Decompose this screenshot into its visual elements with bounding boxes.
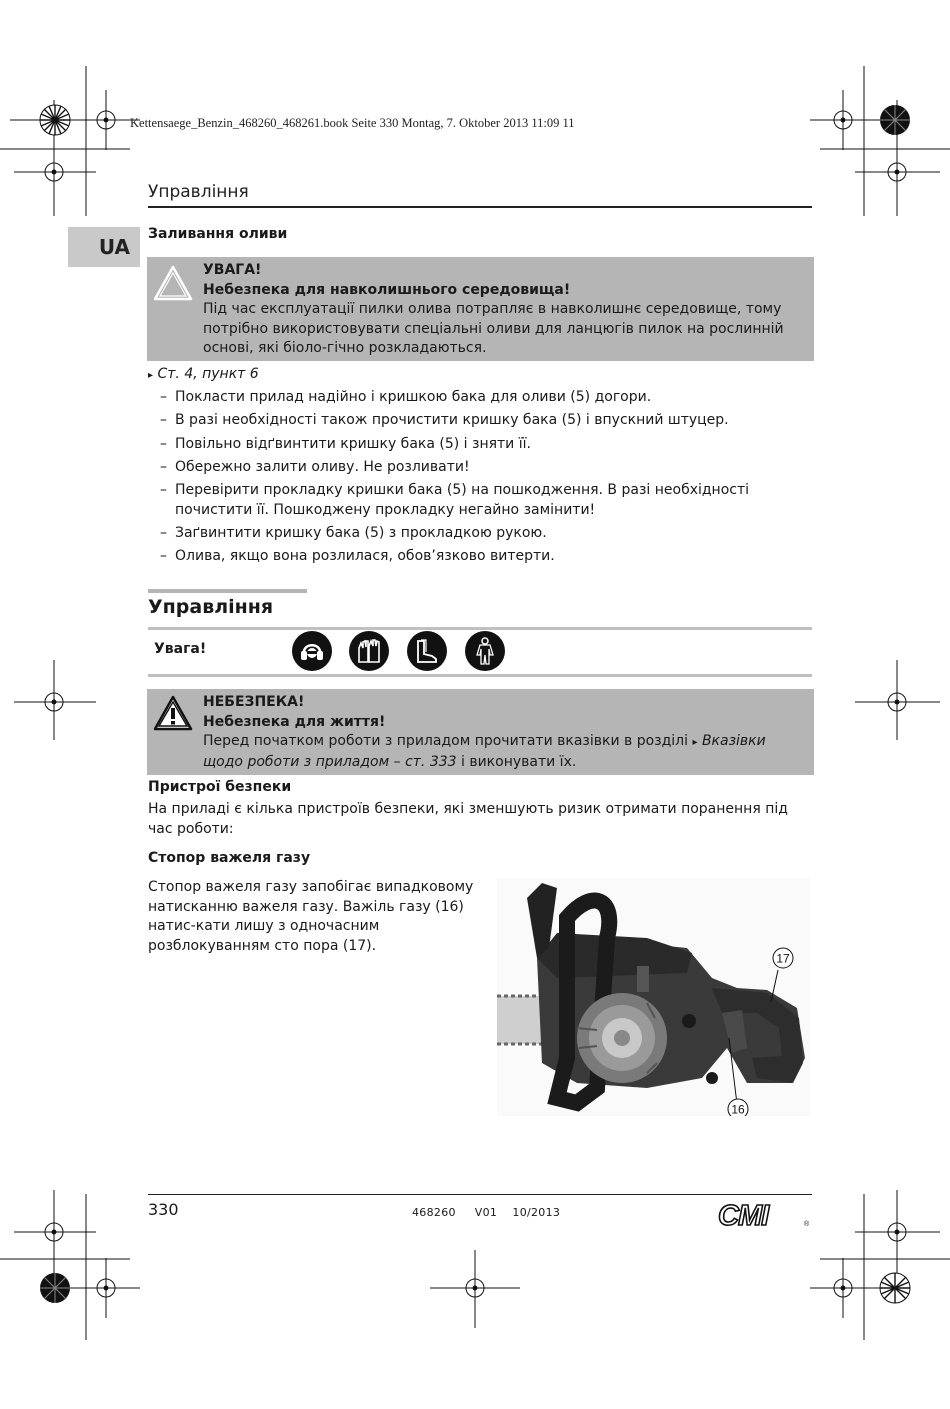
throttle-heading: Стопор важеля газу xyxy=(148,850,311,866)
ppe-label: Увага! xyxy=(154,641,207,657)
protective-suit-icon xyxy=(465,631,505,671)
chainsaw-photo xyxy=(497,878,810,1116)
section-title: Управління xyxy=(148,596,274,618)
ear-and-eye-protection-icon xyxy=(292,631,332,671)
list-item: – Перевірити прокладку кришки бака (5) на пошкодження. В разі необхідності почистити її. Пошкоджену прокладку негайно замінити! xyxy=(160,481,820,520)
list-item: – Заґвинтити кришку бака (5) з прокладкою рукою. xyxy=(160,524,820,544)
safety-text: На приладі є кілька пристроїв безпеки, які зменшують ризик отримати поранення під час роботи: xyxy=(148,801,788,837)
oil-steps xyxy=(160,388,820,571)
danger-link[interactable]: Вказівки щодо роботи з приладом – ст. 333 xyxy=(203,733,766,770)
notice-body: Під час експлуатації пилки олива потрапляє в навколишнє середовище, тому потрібно використовувати спеціальні оливи для ланцюгів пилок на рослинній основі, які біоло-гічно розкладаються. xyxy=(203,301,784,356)
notice-title: УВАГА! xyxy=(203,262,262,278)
gloves-icon xyxy=(349,631,389,671)
list-item: – Обережно залити оливу. Не розливати! xyxy=(160,458,820,478)
page-number: 330 xyxy=(148,1200,179,1219)
cmi-logo xyxy=(716,1200,814,1230)
svg-text:CMI: CMI xyxy=(718,1200,769,1230)
warning-triangle-icon xyxy=(153,265,193,301)
arrow-marker-icon: ▸ xyxy=(148,370,154,381)
version: V01 xyxy=(474,1206,498,1219)
list-item: – Покласти прилад надійно і кришкою бака для оливи (5) догори. xyxy=(160,388,820,408)
danger-notice xyxy=(147,689,814,775)
environment-notice xyxy=(147,257,814,361)
ppe-rule-top xyxy=(148,627,812,630)
oil-reference-text: Ст. 4, пункт 6 xyxy=(157,366,259,382)
danger-triangle-icon xyxy=(153,695,193,731)
section-bar xyxy=(148,589,307,593)
list-item: – В разі необхідності також прочистити кришку бака (5) і впускний штуцер. xyxy=(160,411,820,431)
list-item: – Повільно відґвинтити кришку бака (5) і зняти її. xyxy=(160,435,820,455)
running-header: Управління xyxy=(148,182,249,202)
article-number: 468260 xyxy=(412,1206,456,1219)
throttle-text: Стопор важеля газу запобігає випадковому натисканню важеля газу. Важіль газу (16) натис-кати лишу з одночасним розблокуванням сто пора (17). xyxy=(148,879,474,954)
notice-subtitle: Небезпека для навколишнього середовища! xyxy=(203,281,571,298)
list-item: – Олива, якщо вона розлилася, обов’язково витерти. xyxy=(160,547,820,567)
footer-rule xyxy=(148,1194,812,1195)
danger-subtitle: Небезпека для життя! xyxy=(203,713,386,730)
arrow-marker-icon: ▸ xyxy=(692,737,698,748)
danger-body-start: Перед початком роботи з приладом прочитати вказівки в розділі xyxy=(203,733,693,749)
callout-17: 17 xyxy=(776,951,790,966)
callout-16: 16 xyxy=(731,1102,745,1116)
language-tab: UA xyxy=(68,227,140,267)
danger-title: НЕБЕЗПЕКА! xyxy=(203,694,305,710)
header-rule xyxy=(148,206,812,208)
safety-boots-icon xyxy=(407,631,447,671)
safety-heading: Пристрої безпеки xyxy=(148,779,292,795)
svg-text:®: ® xyxy=(804,1221,810,1228)
document-code xyxy=(412,1206,560,1219)
ppe-rule-bottom xyxy=(148,674,812,677)
print-slug: Kettensaege_Benzin_468260_468261.book Seite 330 Montag, 7. Oktober 2013 11:09 11 xyxy=(130,116,575,130)
oil-heading: Заливання оливи xyxy=(148,226,288,242)
danger-body-end: і виконувати їх. xyxy=(456,753,577,770)
oil-reference xyxy=(148,366,259,382)
edition-date: 10/2013 xyxy=(512,1206,561,1219)
